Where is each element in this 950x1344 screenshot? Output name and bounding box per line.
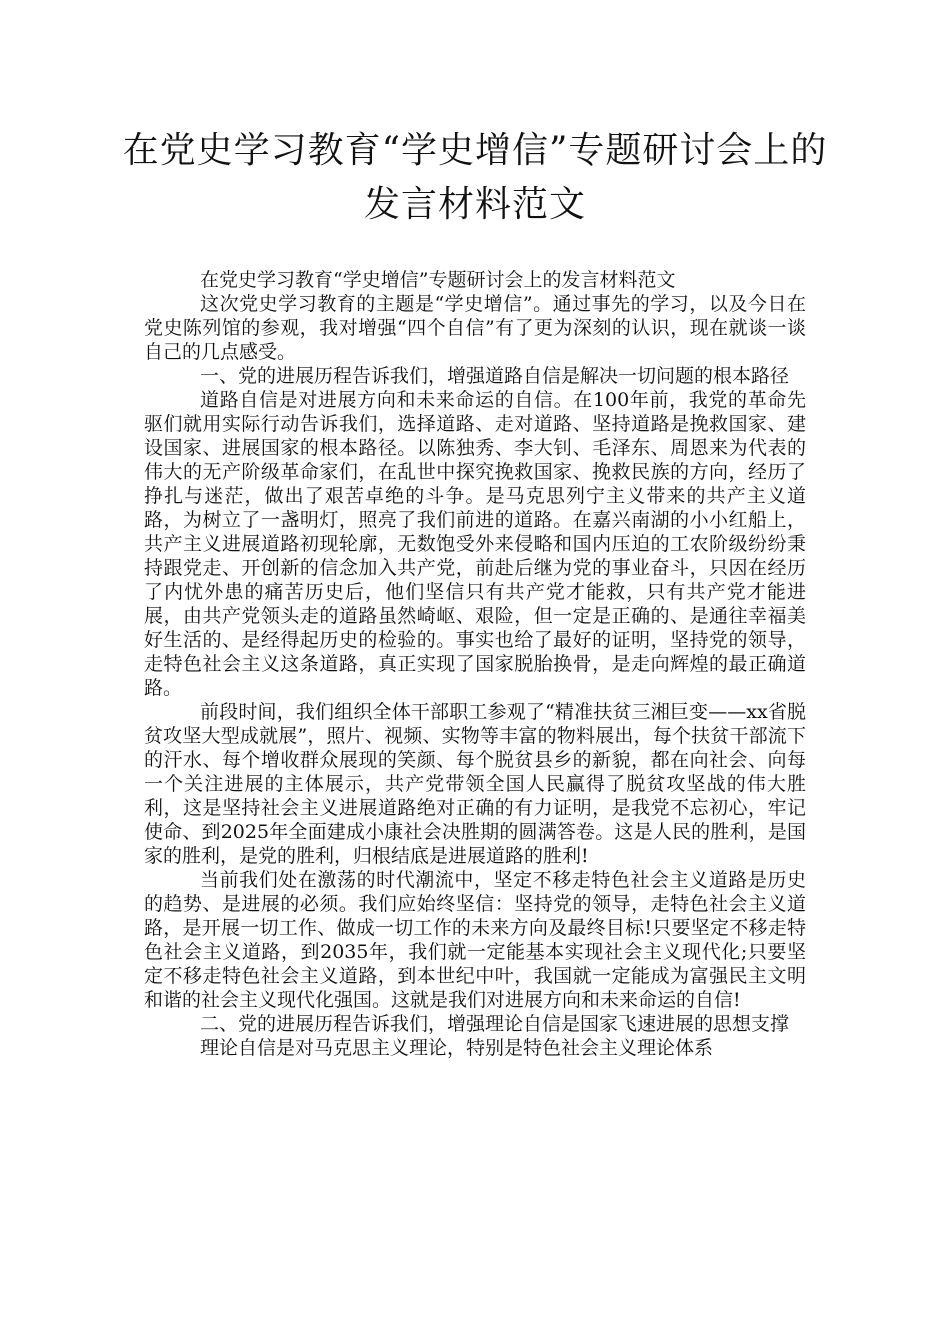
document-body — [144, 268, 806, 1060]
body-paragraph: 当前我们处在激荡的时代潮流中，坚定不移走特色社会主义道路是历史的趋势、是进展的必须。我们应始终坚信：坚持党的领导，走特色社会主义道路，是开展一切工作、做成一切工作的未来方向及最终目标!只要坚定不移走特色社会主义道路，到2035年，我们就一定能基本实现社会主义现代化;只要坚定不移走特色社会主义道路，到本世纪中叶，我国就一定能成为富强民主文明和谐的社会主义现代化强国。这就是我们对进展方向和未来命运的自信! — [144, 869, 806, 1011]
body-paragraph: 道路自信是对进展方向和未来命运的自信。在100年前，我党的革命先驱们就用实际行动告诉我们，选择道路、走对道路、坚持道路是挽救国家、建设国家、进展国家的根本路径。以陈独秀、李大钊、毛泽东、周恩来为代表的伟大的无产阶级革命家们，在乱世中探究挽救国家、挽救民族的方向，经历了挣扎与迷茫，做出了艰苦卓绝的斗争。是马克思列宁主义带来的共产主义道路，为树立了一盏明灯，照亮了我们前进的道路。在嘉兴南湖的小小红船上，共产主义进展道路初现轮廓，无数饱受外来侵略和国内压迫的工农阶级纷纷秉持跟党走、开创新的信念加入共产党，前赴后继为党的事业奋斗，只因在经历了内忧外患的痛苦历史后，他们坚信只有共产党才能救，只有共产党才能进展，由共产党领头走的道路虽然崎岖、艰险，但一定是正确的、是通往幸福美好生活的、是经得起历史的检验的。事实也给了最好的证明，坚持党的领导，走特色社会主义这条道路，真正实现了国家脱胎换骨，是走向辉煌的最正确道路。 — [144, 389, 806, 699]
section-heading: 二、党的进展历程告诉我们，增强理论自信是国家飞速进展的思想支撑 — [200, 1013, 790, 1035]
body-paragraph: 这次党史学习教育的主题是“学史增信”。通过事先的学习，以及今日在党史陈列馆的参观，我对增强“四个自信”有了更为深刻的认识，现在就谈一谈自己的几点感受。 — [144, 293, 806, 363]
section-heading: 一、党的进展历程告诉我们，增强道路自信是解决一切问题的根本路径 — [200, 365, 790, 387]
body-paragraph: 理论自信是对马克思主义理论，特别是特色社会主义理论体系 — [200, 1037, 714, 1059]
body-paragraph: 在党史学习教育“学史增信”专题研讨会上的发言材料范文 — [200, 269, 676, 291]
body-paragraph: 前段时间，我们组织全体干部职工参观了“精准扶贫三湘巨变——xx省脱贫攻坚大型成就展”，照片、视频、实物等丰富的物料展出，每个扶贫干部流下的汗水、每个增收群众展现的笑颜、每个脱贫县乡的新貌，都在向社会、向每一个关注进展的主体展示，共产党带领全国人民赢得了脱贫攻坚战的伟大胜利，这是坚持社会主义进展道路绝对正确的有力证明，是我党不忘初心，牢记使命、到2025年全面建成小康社会决胜期的圆满答卷。这是人民的胜利，是国家的胜利，是党的胜利，归根结底是进展道路的胜利! — [144, 701, 806, 867]
document-title: 在党史学习教育“学史增信”专题研讨会上的发言材料范文 — [122, 130, 828, 225]
